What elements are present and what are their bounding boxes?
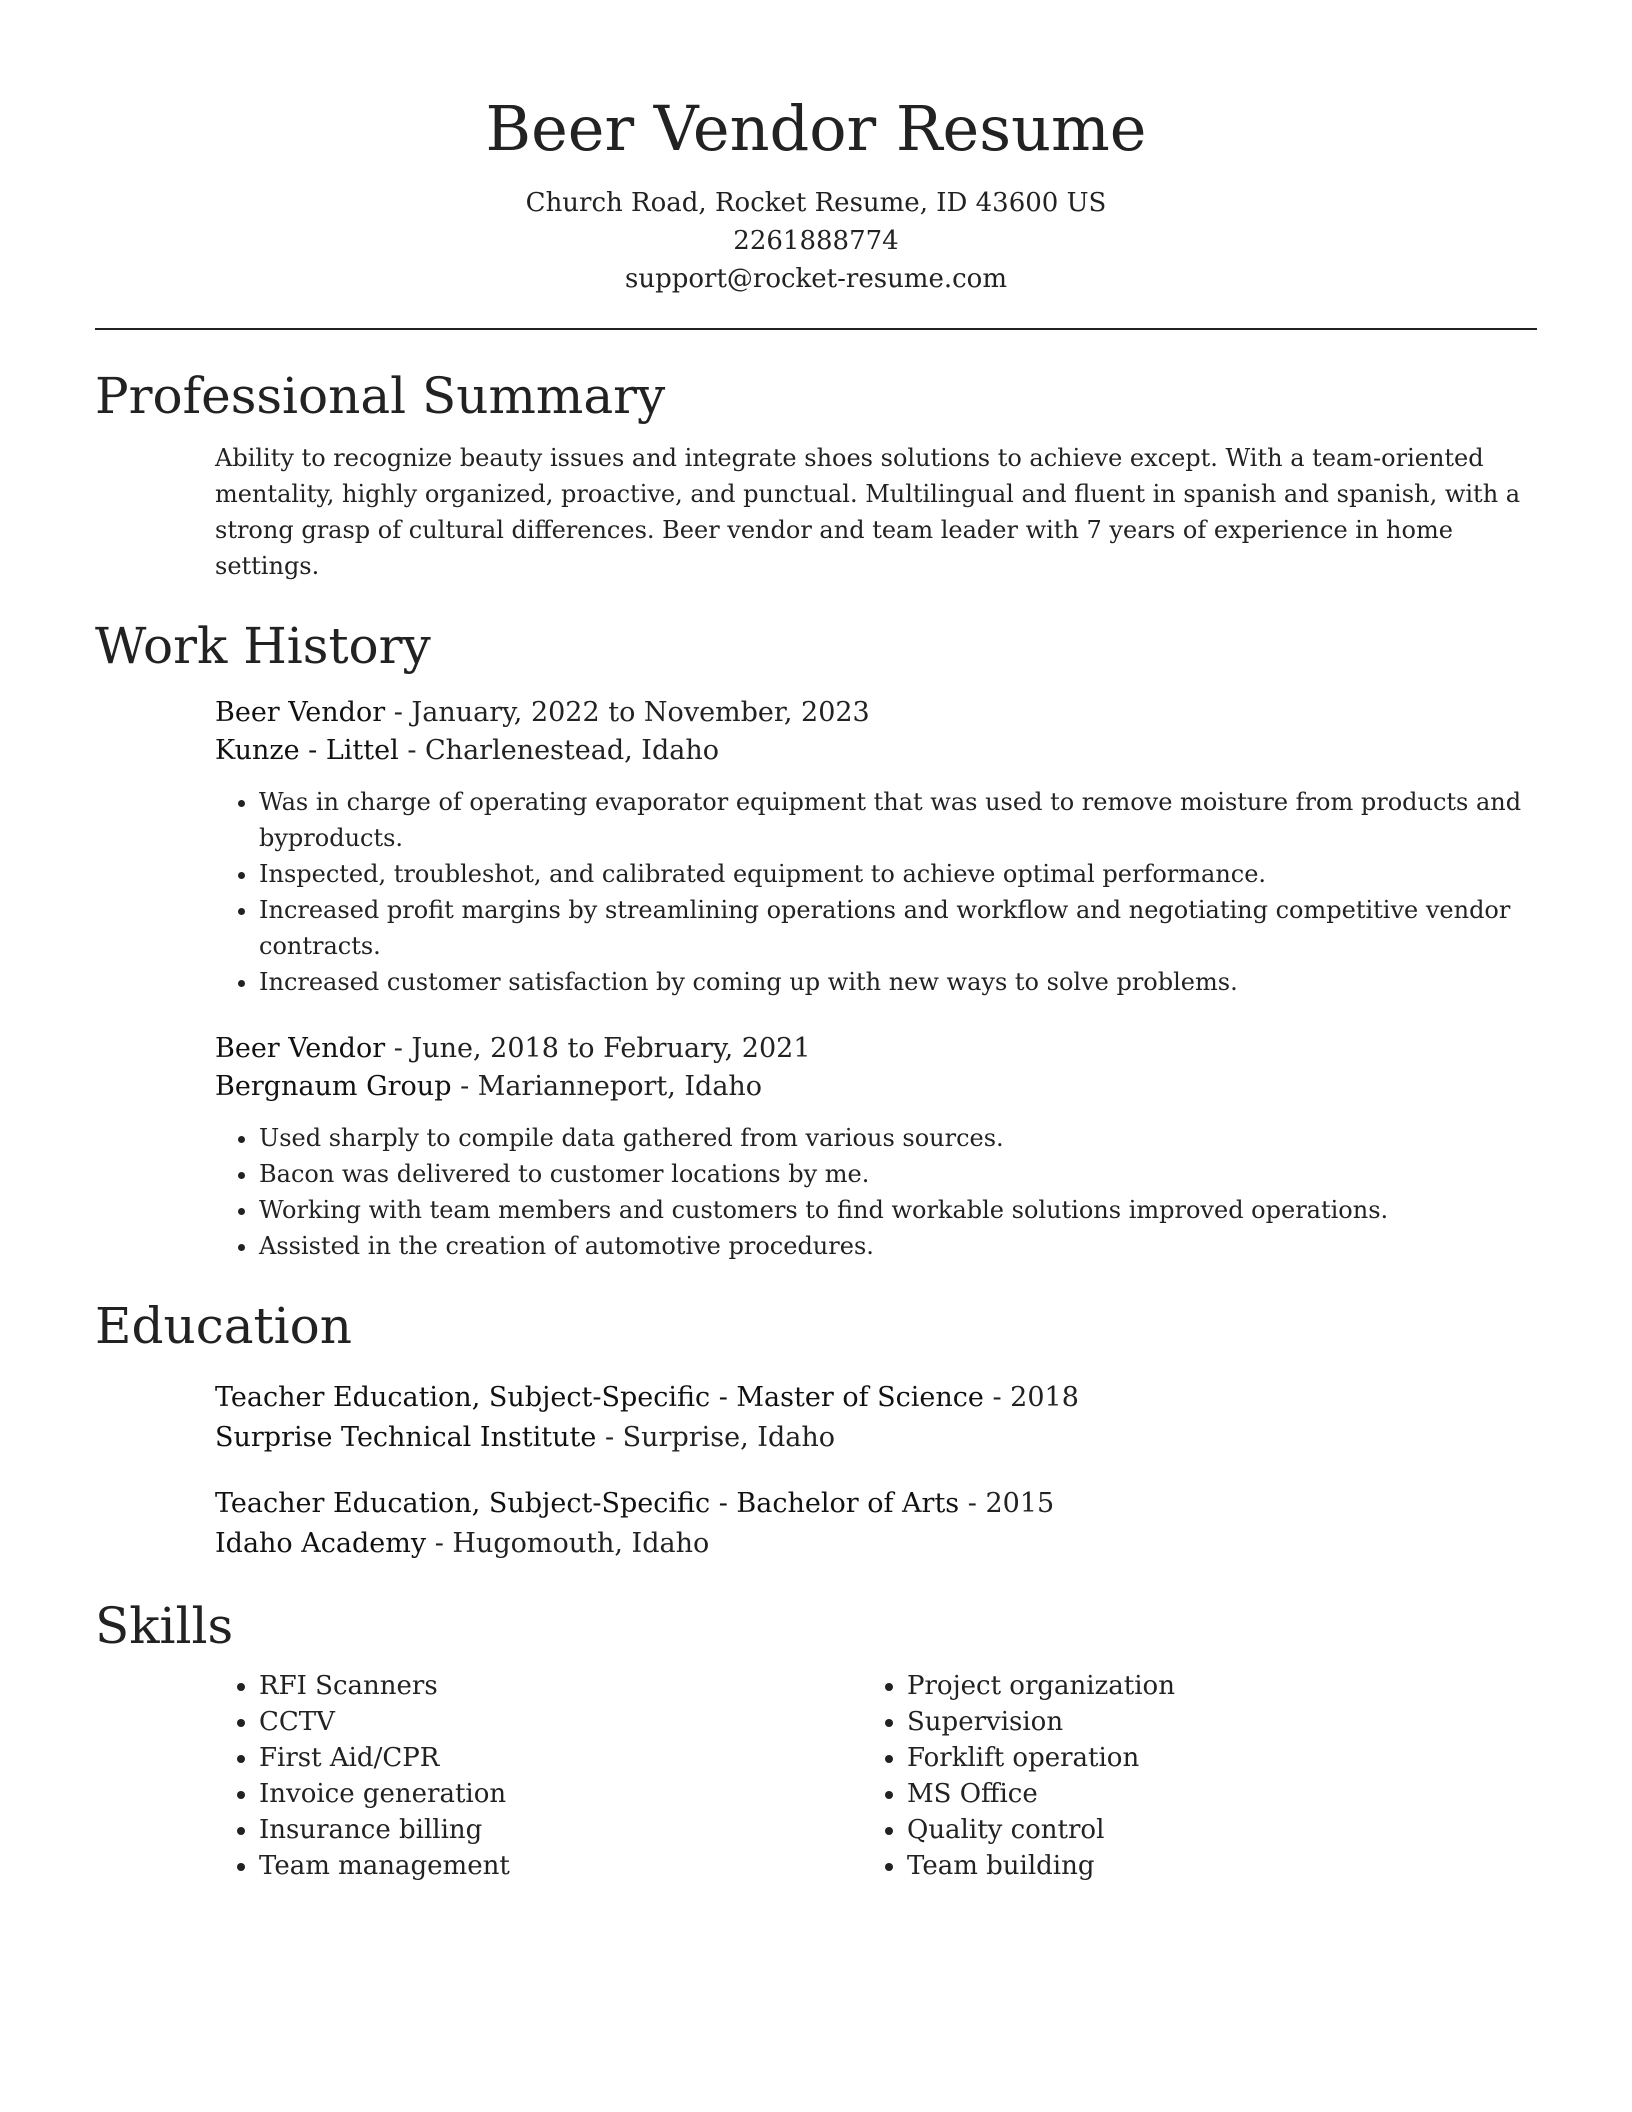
skills-list-right <box>863 1668 1511 1884</box>
contact-email: support@rocket-resume.com <box>624 264 1007 294</box>
summary-heading: Professional Summary <box>95 367 666 425</box>
education-field: Teacher Education, Subject-Specific <box>215 1488 711 1519</box>
education-year: - 2015 <box>959 1488 1055 1519</box>
education-school-line <box>215 1524 1537 1564</box>
list-item: • Increased customer satisfaction by coming up with new ways to solve problems. <box>259 964 1537 1000</box>
job-company: Bergnaum Group <box>215 1071 452 1102</box>
education-degree: - Master of Science <box>710 1382 984 1413</box>
job-entry <box>95 1030 1537 1264</box>
job-bullets <box>215 1120 1537 1264</box>
list-item: • Bacon was delivered to customer locations by me. <box>259 1156 1537 1192</box>
education-heading: Education <box>95 1297 352 1355</box>
education-degree: - Bachelor of Arts <box>710 1488 960 1519</box>
job-location: - Marianneport, Idaho <box>451 1071 763 1102</box>
education-entry <box>95 1484 1537 1564</box>
job-bullets <box>215 784 1537 1000</box>
education-year: - 2018 <box>983 1382 1079 1413</box>
job-title-line <box>215 694 1537 732</box>
job-dates: - January, 2022 to November, 2023 <box>385 697 870 728</box>
list-item: • Increased profit margins by streamlining operations and workflow and negotiating competitive vendor contracts. <box>259 892 1537 964</box>
list-item: • Inspected, troubleshot, and calibrated equipment to achieve optimal performance. <box>259 856 1537 892</box>
job-dates: - June, 2018 to February, 2021 <box>385 1033 811 1064</box>
job-entry <box>95 694 1537 1000</box>
work-history-section <box>95 616 1537 1264</box>
education-location: - Hugomouth, Idaho <box>426 1528 710 1559</box>
list-item: • CCTV <box>259 1704 863 1740</box>
education-degree-line <box>215 1484 1537 1524</box>
job-role: Beer Vendor <box>215 1033 386 1064</box>
education-location: - Surprise, Idaho <box>596 1422 835 1453</box>
skills-section <box>95 1596 1537 1884</box>
list-item: • Forklift operation <box>907 1740 1511 1776</box>
education-section <box>95 1296 1537 1564</box>
list-item: • First Aid/CPR <box>259 1740 863 1776</box>
job-company: Kunze - Littel <box>215 735 399 766</box>
education-degree-line <box>215 1378 1537 1418</box>
list-item: • Team management <box>259 1848 863 1884</box>
skills-list-left <box>215 1668 863 1884</box>
list-item: • Working with team members and customers to find workable solutions improved operations. <box>259 1192 1537 1228</box>
contact-phone: 2261888774 <box>733 226 899 256</box>
skills-columns <box>95 1668 1537 1884</box>
list-item: • Assisted in the creation of automotive procedures. <box>259 1228 1537 1264</box>
education-school: Surprise Technical Institute <box>215 1422 597 1453</box>
education-entry <box>95 1378 1537 1458</box>
list-item: • Invoice generation <box>259 1776 863 1812</box>
education-school: Idaho Academy <box>215 1528 427 1559</box>
resume-title: Beer Vendor Resume <box>485 92 1147 165</box>
list-item: • MS Office <box>907 1776 1511 1812</box>
list-item: • Team building <box>907 1848 1511 1884</box>
job-title-line <box>215 1030 1537 1068</box>
summary-text: Ability to recognize beauty issues and integrate shoes solutions to achieve except. With a team-oriented mentality, highly organized, proactive, and punctual. Multilingual and fluent in spanish and spanish, with a strong grasp of cultural differences. Beer vendor and team leader with 7 years of experience in home settings. <box>215 444 1521 580</box>
list-item: • Project organization <box>907 1668 1511 1704</box>
summary-section <box>95 366 1537 584</box>
list-item: • Used sharply to compile data gathered from various sources. <box>259 1120 1537 1156</box>
list-item: • Was in charge of operating evaporator equipment that was used to remove moisture from products and byproducts. <box>259 784 1537 856</box>
job-location: - Charlenestead, Idaho <box>398 735 719 766</box>
skills-heading: Skills <box>95 1597 234 1655</box>
list-item: • Supervision <box>907 1704 1511 1740</box>
work-history-heading: Work History <box>95 617 431 675</box>
resume-header <box>95 0 1537 298</box>
job-company-line <box>215 1068 1537 1106</box>
job-company-line <box>215 732 1537 770</box>
education-field: Teacher Education, Subject-Specific <box>215 1382 711 1413</box>
list-item: • Insurance billing <box>259 1812 863 1848</box>
education-school-line <box>215 1418 1537 1458</box>
list-item: • Quality control <box>907 1812 1511 1848</box>
header-divider <box>95 328 1537 330</box>
list-item: • RFI Scanners <box>259 1668 863 1704</box>
contact-address: Church Road, Rocket Resume, ID 43600 US <box>525 188 1107 218</box>
job-role: Beer Vendor <box>215 697 386 728</box>
